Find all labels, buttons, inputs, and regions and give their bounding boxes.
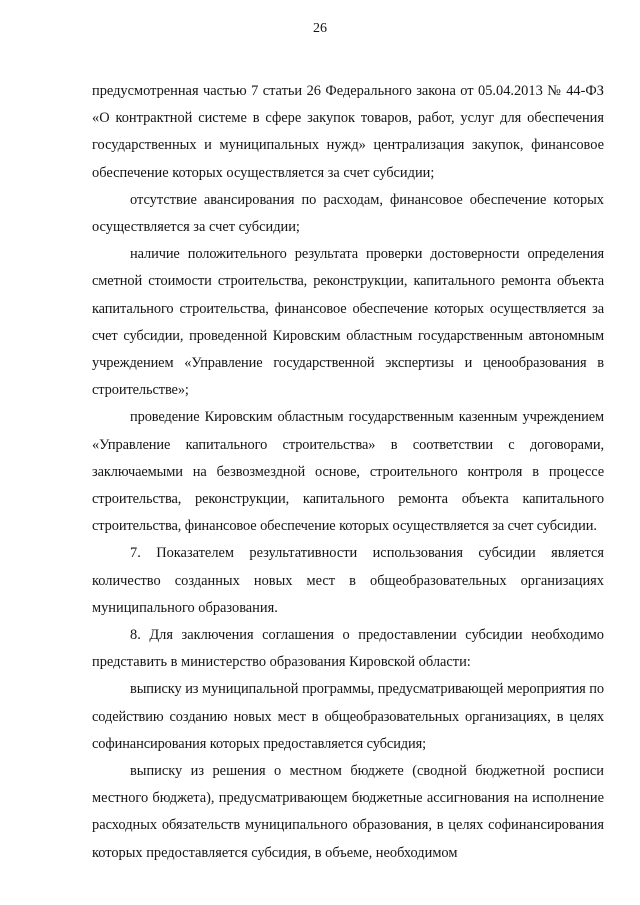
page-number: 26 <box>313 21 327 36</box>
paragraph-construction-control: проведение Кировским областным государственным казенным учреждением «Управление капитального строительства» в соответствии с договорами, заключаемыми на безвозмездной основе, строительного контроля в процессе строительства, реконструкции, капитального ремонта объекта капитального строительства, финансовое обеспечение которых осуществляется за счет субсидии. <box>92 409 604 535</box>
paragraph-item-8-agreement-documents: 8. Для заключения соглашения о предоставлении субсидии необходимо представить в министерство образования Кировской области: <box>92 627 604 671</box>
paragraph-budget-decision-extract: выписку из решения о местном бюджете (сводной бюджетной росписи местного бюджета), предусматривающем бюджетные ассигнования на исполнение расходных обязательств муниципального образования, в целях софинансирования которых предоставляется субсидия, в объеме, необходимом <box>92 763 604 861</box>
paragraph-program-extract: выписку из муниципальной программы, предусматривающей мероприятия по содействию созданию новых мест в общеобразовательных организациях, в целях софинансирования которых предоставляется субсидия; <box>92 681 604 752</box>
document-body <box>92 78 604 867</box>
paragraph-no-advance-payment: отсутствие авансирования по расходам, финансовое обеспечение которых осуществляется за счет субсидии; <box>92 191 604 236</box>
paragraph-item-7-performance-indicator: 7. Показателем результативности использования субсидии является количество созданных новых мест в общеобразовательных организациях муниципального образования. <box>92 545 604 616</box>
paragraph-positive-verification: наличие положительного результата проверки достоверности определения сметной стоимости строительства, реконструкции, капитального ремонта объекта капитального строительства, финансовое обеспечение которых осуществляется за счет субсидии, проведенной Кировским областным государственным автономным учреждением «Управление государственной экспертизы и ценообразования в строительстве»; <box>92 246 604 399</box>
paragraph-centralized-procurement: предусмотренная частью 7 статьи 26 Федерального закона от 05.04.2013 № 44-ФЗ «О контрактной системе в сфере закупок товаров, работ, услуг для обеспечения государственных и муниципальных нужд» централизация закупок, финансовое обеспечение которых осуществляется за счет субсидии; <box>92 83 604 181</box>
